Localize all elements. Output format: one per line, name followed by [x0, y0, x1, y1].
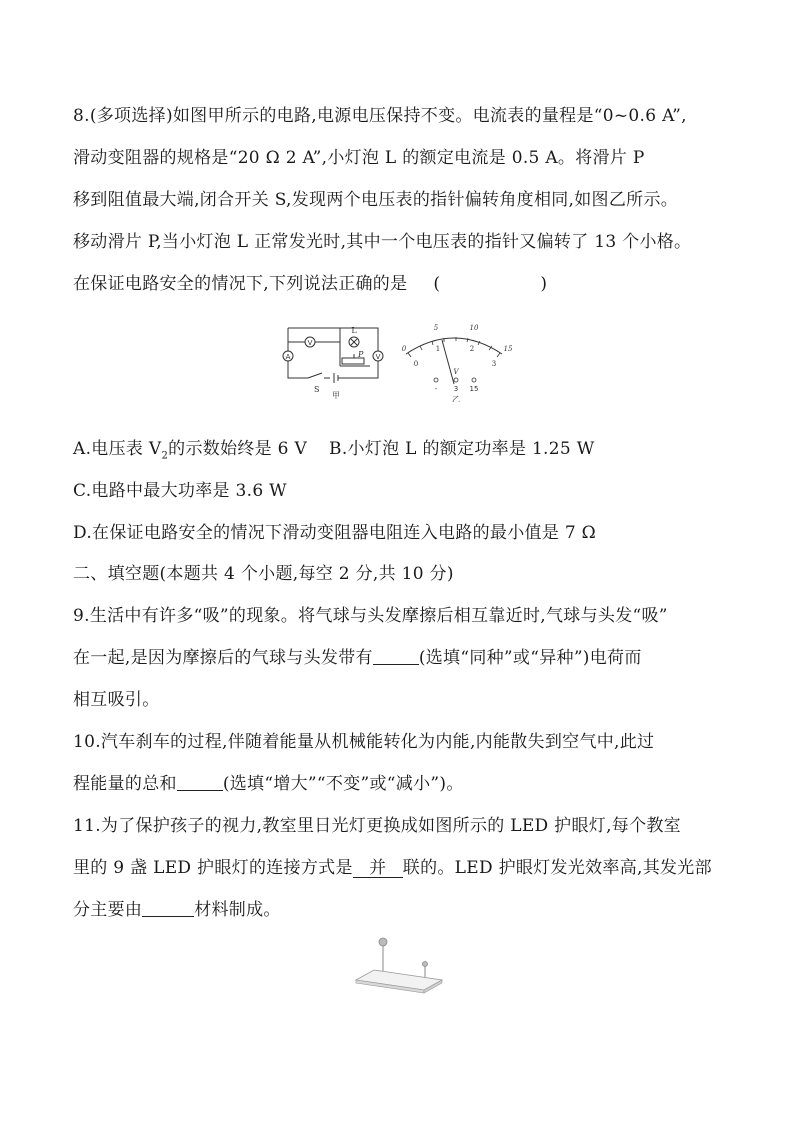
- dial-lower-0: 0: [413, 360, 419, 368]
- terminal-15: 15: [469, 385, 479, 393]
- q11-line-3: 分主要由 材料制成。: [73, 900, 281, 920]
- section-2-heading: 二、填空题(本题共 4 个小题,每空 2 分,共 10 分): [73, 564, 454, 584]
- q11-answer-blank-2[interactable]: [142, 900, 194, 917]
- svg-text:V: V: [375, 353, 381, 361]
- figure-voltmeter-dial: [396, 318, 516, 402]
- q8-stem-end: 在保证电路安全的情况下,下列说法正确的是: [73, 274, 408, 294]
- figure-a-caption: 甲: [332, 391, 340, 400]
- ammeter-symbol: [283, 351, 293, 361]
- q8-options-ab: [73, 437, 594, 468]
- dial-meter-symbol: V: [453, 368, 459, 376]
- voltmeter-2-symbol: [373, 351, 383, 361]
- option-a[interactable]: A.电压表 $V_2$的示数始终是 6 V: [73, 439, 308, 462]
- q9-answer-blank[interactable]: [373, 648, 419, 665]
- q9-line-2: 在一起,是因为摩擦后的气球与头发带有 (选填“同种”或“异种”)电荷而: [73, 648, 642, 668]
- q11-line-1: 11.为了保护孩子的视力,教室里日光灯更换成如图所示的 LED 护眼灯,每个教室: [73, 816, 681, 836]
- slider-label: P: [358, 350, 364, 359]
- voltmeter-1-symbol: [305, 337, 315, 347]
- q9-line-1: 9.生活中有许多“吸”的现象。将气球与头发摩擦后相互靠近时,气球与头发“吸”: [73, 606, 668, 626]
- q8-line-2: 滑动变阻器的规格是“20 Ω 2 A”,小灯泡 L 的额定电流是 0.5 A。将滑片 P: [73, 148, 645, 168]
- svg-text:L: L: [351, 326, 357, 335]
- figure-circuit-diagram: [278, 318, 390, 402]
- q8-line-5: [73, 272, 547, 296]
- dial-upper-0: 0: [401, 345, 407, 353]
- svg-text:A: A: [285, 353, 291, 361]
- q10-answer-blank[interactable]: [177, 774, 223, 791]
- option-d[interactable]: D.在保证电路安全的情况下滑动变阻器电阻连入电路的最小值是 7 Ω: [73, 523, 597, 543]
- q9-line-3: 相互吸引。: [73, 690, 160, 710]
- dial-upper-10: 10: [469, 324, 479, 332]
- figure-b-caption: 乙: [452, 395, 460, 402]
- answer-paren-open: (: [433, 274, 441, 294]
- q10-line-2: 程能量的总和 (选填“增大”“不变”或“减小”)。: [73, 774, 464, 794]
- q8-line-4: 移动滑片 P,当小灯泡 L 正常发光时,其中一个电压表的指针又偏转了 13 个小格。: [73, 232, 692, 252]
- q11-line-2: 里的 9 盏 LED 护眼灯的连接方式是 并 联的。LED 护眼灯发光效率高,其发光部: [73, 858, 712, 878]
- dial-lower-2: 2: [469, 345, 475, 353]
- lamp-symbol: [349, 326, 359, 347]
- q8-line-1: 8.(多项选择)如图甲所示的电路,电源电压保持不变。电流表的量程是“0~0.6 A”,: [73, 106, 687, 126]
- option-b[interactable]: B.小灯泡 L 的额定功率是 1.25 W: [329, 439, 595, 459]
- switch-label: S: [314, 385, 320, 394]
- dial-lower-1: 1: [435, 345, 441, 353]
- dial-upper-5: 5: [433, 324, 439, 332]
- led-eye-protection-lamp-image: [352, 936, 444, 996]
- q8-line-3: 移到阻值最大端,闭合开关 S,发现两个电压表的指针偏转角度相同,如图乙所示。: [73, 190, 679, 210]
- terminal-3: 3: [453, 385, 459, 393]
- svg-text:V: V: [307, 339, 313, 347]
- q11-answer-blank-1[interactable]: 并: [353, 859, 403, 878]
- dial-lower-3: 3: [491, 360, 497, 368]
- dial-upper-15: 15: [503, 345, 513, 353]
- terminal-minus: -: [434, 385, 438, 393]
- q10-line-1: 10.汽车刹车的过程,伴随着能量从机械能转化为内能,内能散失到空气中,此过: [73, 732, 655, 752]
- answer-paren-close: ): [540, 274, 548, 294]
- option-c[interactable]: C.电路中最大功率是 3.6 W: [73, 481, 287, 501]
